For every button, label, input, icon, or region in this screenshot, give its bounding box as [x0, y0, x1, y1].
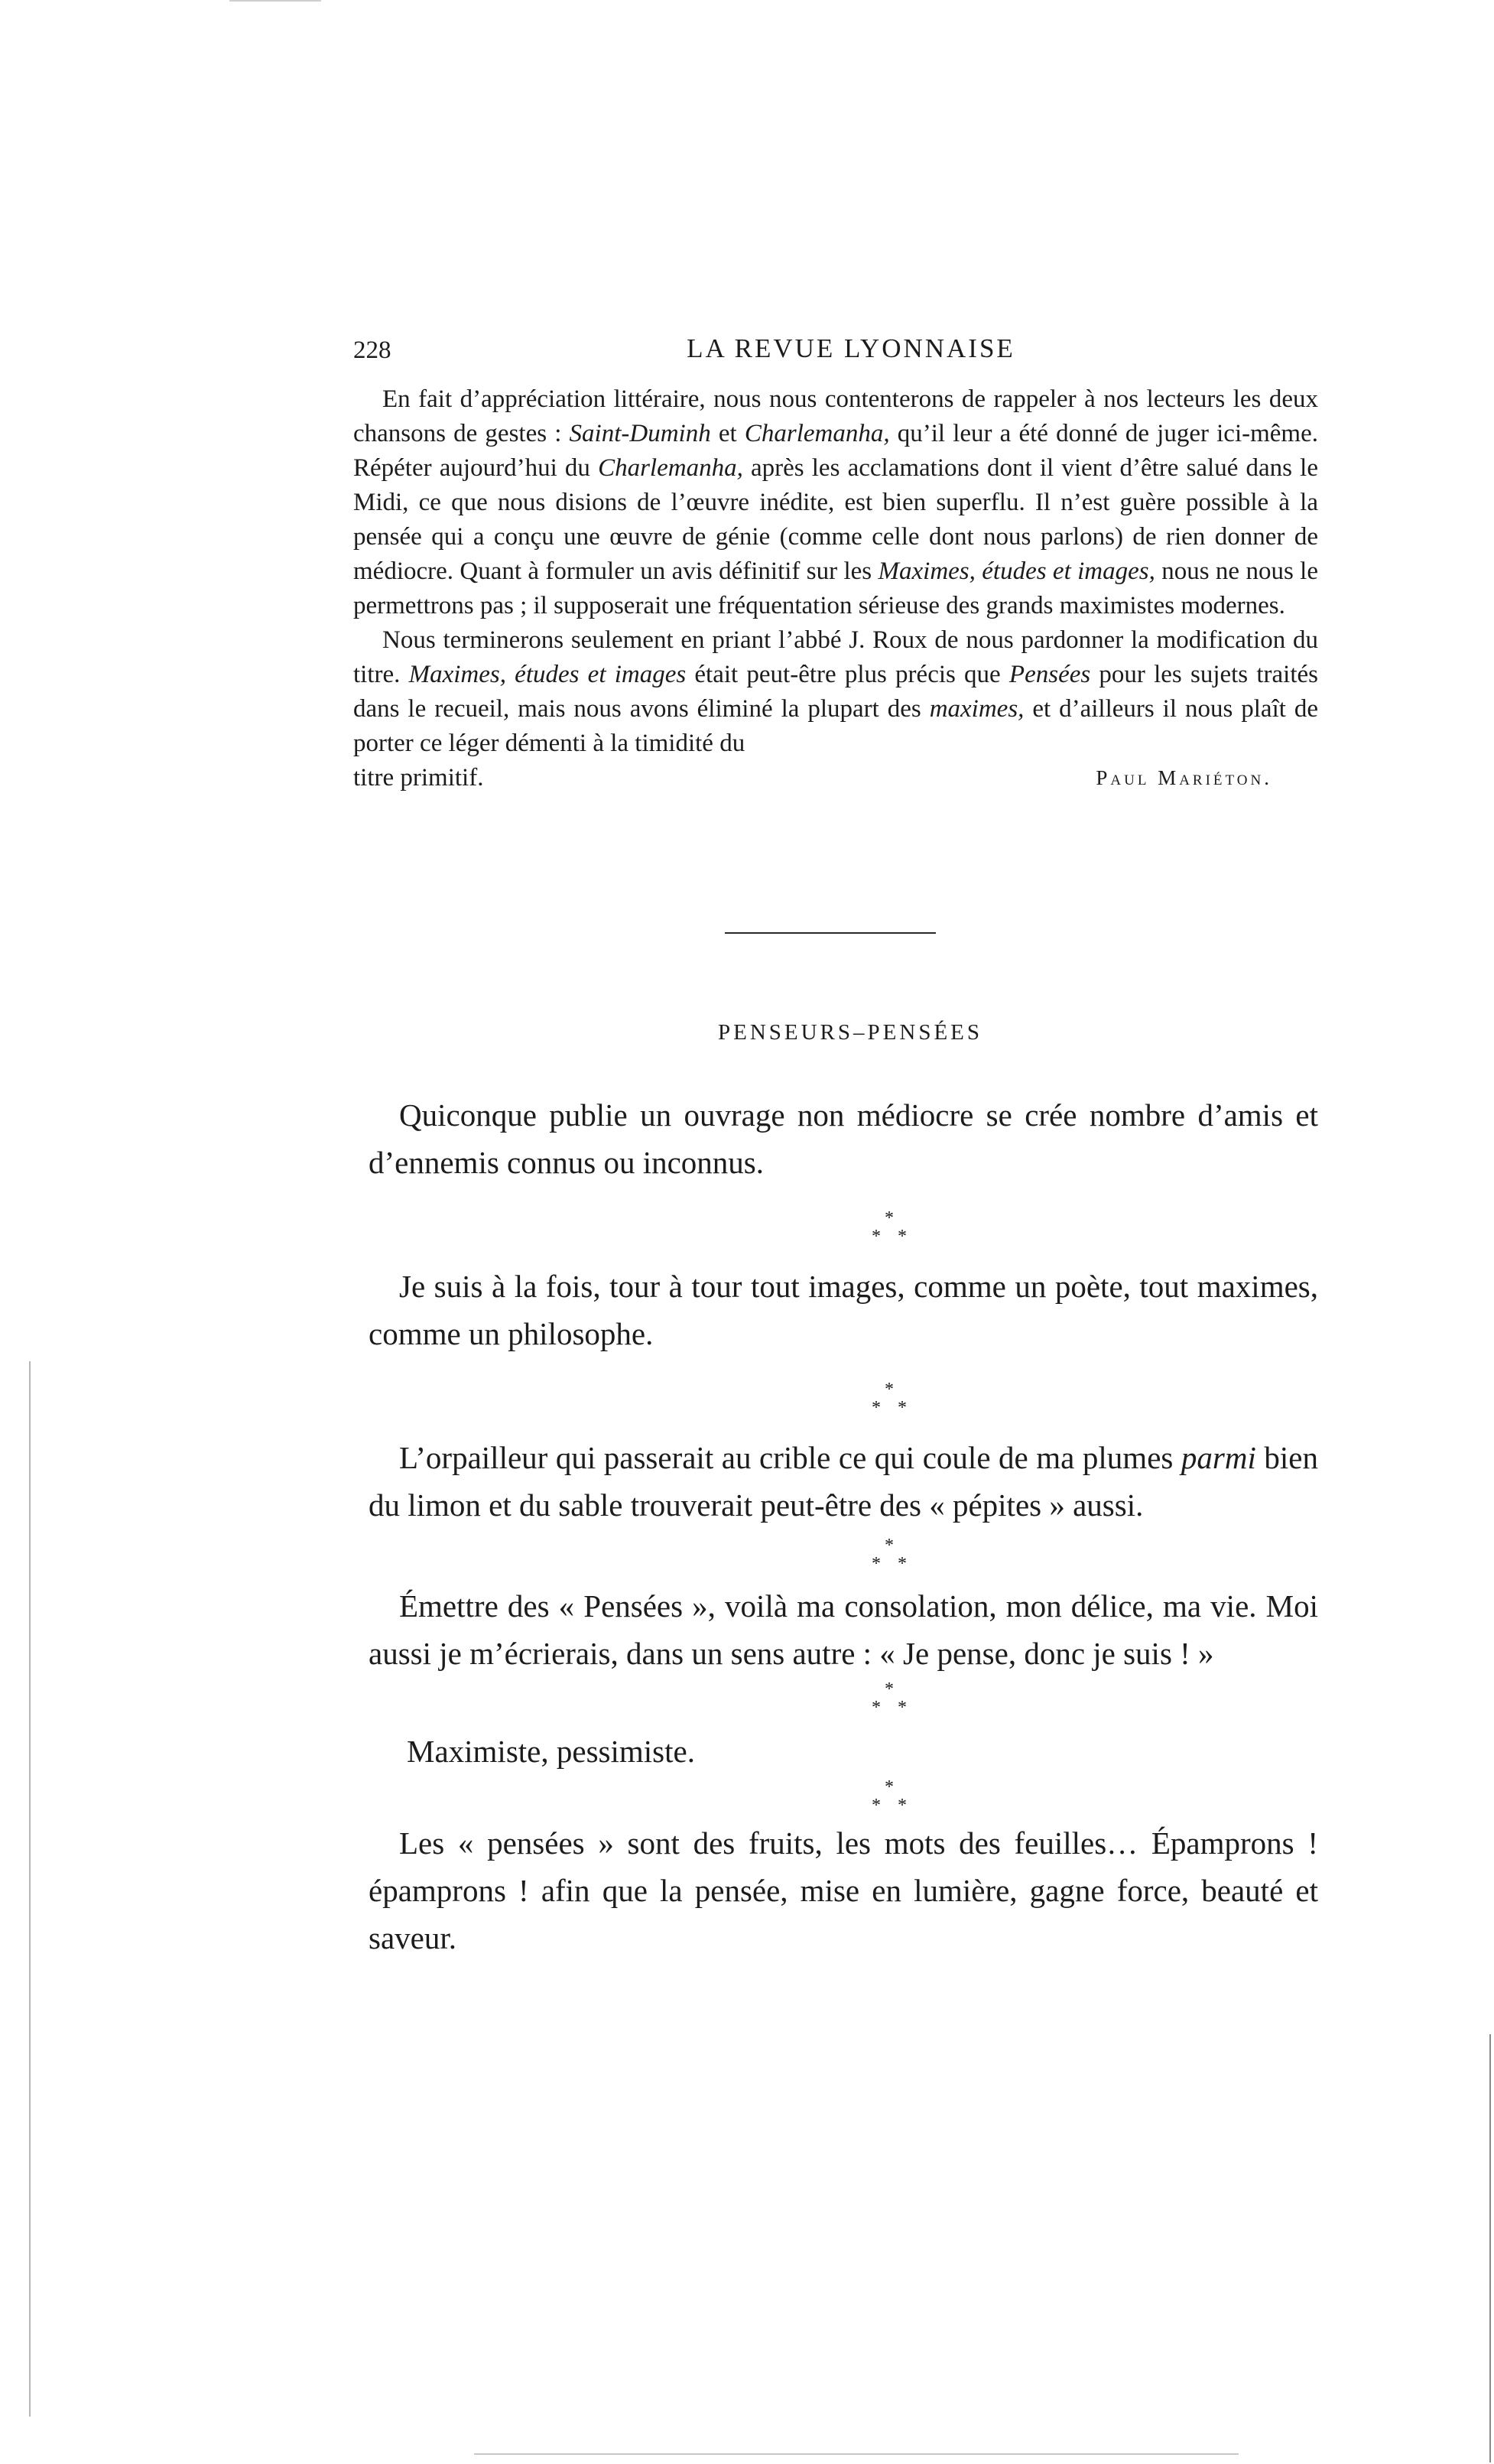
- asterism-divider: [369, 1357, 1318, 1434]
- text-run: et: [710, 420, 745, 447]
- thought-2: Je suis à la fois, tour à tour tout images, comme un poète, tout maximes, comme un philosophe.: [369, 1269, 1318, 1351]
- thought-4: Émettre des « Pensées », voilà ma consolation, mon délice, ma vie. Moi aussi je m’écrierais, dans un sens autre : « Je pense, donc je suis ! »: [369, 1588, 1318, 1671]
- text-run: après les acclamations dont il vient d’être salué dans le Midi, ce que nous disions de l’œuvre inédite, est bien superflu. Il n’est guère possible à la pensée qui a conçu une œuvre de génie (comme celle dont nous parlons) de rien donner de médiocre. Quant à formuler un avis définitif sur les: [353, 454, 1318, 585]
- asterism-divider: [369, 1529, 1318, 1582]
- thought-6: Les « pensées » sont des fruits, les mots des feuilles… Épamprons ! épamprons ! afin que la pensée, mise en lumière, gagne force, beauté et saveur.: [369, 1825, 1318, 1955]
- text-run: et d’ailleurs il nous plaît de porter ce léger démenti à la timidité du: [353, 695, 1318, 757]
- scan-edge-mark: [1489, 2034, 1491, 2462]
- asterism-divider: [369, 1186, 1318, 1263]
- asterism-star-top: *: [885, 1380, 900, 1399]
- text-run: Nous terminerons seulement en priant l’abbé J. Roux de nous pardonner la modification du titre.: [353, 626, 1318, 688]
- review-closing-line: [353, 761, 1318, 795]
- title-italic: Charlemanha,: [598, 454, 743, 482]
- section-divider: [725, 932, 936, 934]
- title-italic: Charlemanha,: [744, 420, 890, 447]
- asterism-star-top: *: [885, 1777, 900, 1797]
- asterism-divider: [369, 1775, 1318, 1819]
- title-italic: Saint-Duminh: [569, 420, 711, 447]
- scan-edge-mark: [474, 2453, 1239, 2455]
- scan-edge-mark: [229, 0, 321, 2]
- page-header: [353, 333, 1318, 379]
- asterism-star-top: *: [885, 1208, 900, 1228]
- text-run: nous ne nous le permettrons pas ; il supposerait une fréquentation sérieuse des grands maximistes modernes.: [353, 557, 1318, 619]
- asterism-stars-bottom: * *: [872, 1796, 913, 1815]
- text-run: titre primitif.: [353, 764, 484, 792]
- text-run: En fait d’appréciation littéraire, nous nous contenterons de rappeler à nos lecteurs les deux chansons de gestes :: [353, 385, 1318, 447]
- asterism-stars-bottom: * *: [872, 1398, 913, 1418]
- thought-3: [369, 1434, 1318, 1529]
- asterism-stars-bottom: * *: [872, 1698, 913, 1718]
- running-title: LA REVUE LYONNAISE: [687, 333, 1015, 363]
- section-title: PENSEURS–PENSÉES: [717, 1020, 982, 1045]
- text-run: qu’il leur a été donné de juger ici-même. Répéter aujourd’hui du: [353, 420, 1318, 482]
- italic-word: parmi: [1181, 1440, 1256, 1475]
- page-number: 228: [353, 336, 391, 364]
- review-paragraph-1: [353, 382, 1318, 623]
- scan-edge-mark: [29, 1361, 31, 2417]
- title-italic: Pensées: [1008, 661, 1091, 688]
- text-run: L’orpailleur qui passerait au crible ce qui coule de ma plumes: [399, 1440, 1181, 1475]
- text-run: pour les sujets traités dans le recueil, mais nous avons éliminé la plupart des: [353, 661, 1318, 723]
- thought-5: Maximiste, pessimiste.: [407, 1734, 695, 1769]
- review-section: [353, 382, 1318, 795]
- review-paragraph-2: [353, 623, 1318, 761]
- asterism-star-top: *: [885, 1679, 900, 1699]
- title-italic: maximes,: [929, 695, 1025, 723]
- title-italic: Maximes, études et images,: [878, 557, 1155, 585]
- asterism-divider: [369, 1677, 1318, 1721]
- title-italic: Maximes, études et images: [408, 661, 687, 688]
- text-run: était peut-être plus précis que: [686, 661, 1009, 688]
- author-signature: Paul Mariéton.: [1096, 766, 1272, 789]
- thought-1: Quiconque publie un ouvrage non médiocre se crée nombre d’amis et d’ennemis connus ou inconnus.: [369, 1097, 1318, 1180]
- text-run: bien du limon et du sable trouverait peut-être des « pépites » aussi.: [369, 1440, 1319, 1523]
- thoughts-list: [369, 1091, 1318, 1962]
- asterism-star-top: *: [885, 1536, 900, 1555]
- asterism-stars-bottom: * *: [872, 1554, 913, 1574]
- asterism-stars-bottom: * *: [872, 1227, 913, 1247]
